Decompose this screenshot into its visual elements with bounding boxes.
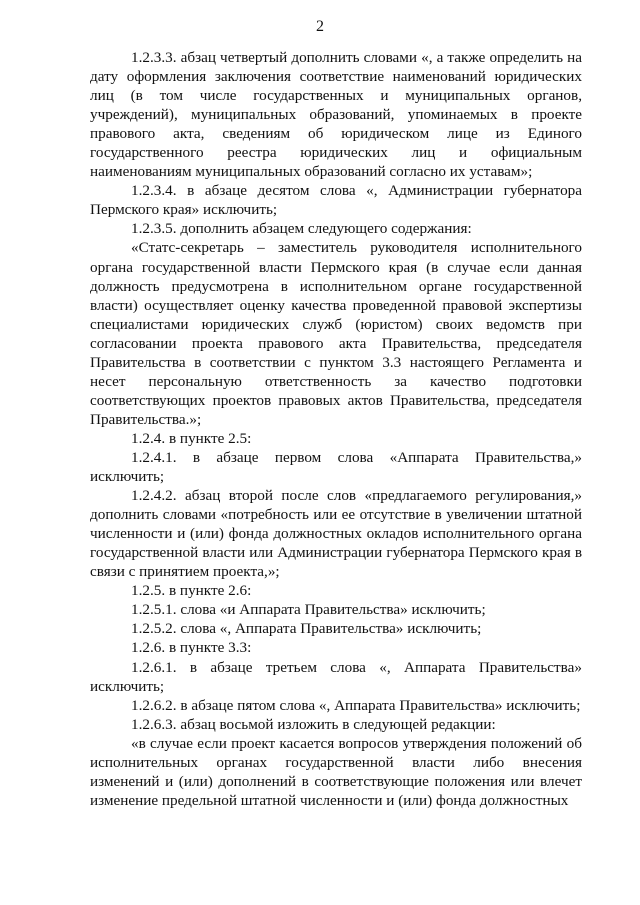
paragraph-1-2-5: 1.2.5. в пункте 2.6: [131, 582, 252, 600]
page-number: 2 [316, 18, 324, 35]
document-body [90, 48, 582, 810]
paragraph-1-2-3-5: 1.2.3.5. дополнить абзацем следующего содержания: [131, 220, 472, 238]
paragraph-1-2-6-3: 1.2.6.3. абзац восьмой изложить в следующей редакции: [131, 715, 496, 733]
paragraph-1-2-5-2: 1.2.5.2. слова «, Аппарата Правительства» исключить; [131, 620, 482, 638]
paragraph-1-2-4-2: 1.2.4.2. абзац второй после слов «предлагаемого регулирования,» дополнить словами «потребность или ее отсутствие в увеличении штатной численности и (или) фонда должностных окладов исполнительного органа государственной власти или Администрации губернатора Пермского края в связи с принятием проекта,»; [90, 487, 582, 581]
paragraph-1-2-6: 1.2.6. в пункте 3.3: [131, 639, 252, 657]
paragraph-1-2-6-1: 1.2.6.1. в абзаце третьем слова «, Аппарата Правительства» исключить; [90, 658, 582, 695]
paragraph-1-2-3-4: 1.2.3.4. в абзаце десятом слова «, Администрации губернатора Пермского края» исключить; [90, 182, 582, 219]
paragraph-1-2-5-1: 1.2.5.1. слова «и Аппарата Правительства» исключить; [131, 601, 486, 619]
paragraph-1-2-3-3: 1.2.3.3. абзац четвертый дополнить словами «, а также определить на дату оформления заключения соответствие наименований юридических лиц (в том числе государственных и муниципальных органов, учреждений), муниципальных образований, упоминаемых в проекте правового акта, сведениям об юридическом лице из Единого государственного реестра юридических лиц и официальным наименованиям муниципальных образований согласно их уставам»; [90, 49, 582, 181]
paragraph-1-2-6-2: 1.2.6.2. в абзаце пятом слова «, Аппарата Правительства» исключить; [131, 696, 581, 714]
paragraph-1-2-4-1: 1.2.4.1. в абзаце первом слова «Аппарата Правительства,» исключить; [90, 448, 582, 486]
paragraph-quoted-new-edition: «в случае если проект касается вопросов утверждения положений об исполнительных органах государственной власти либо внесения изменений и (или) дополнений в соответствующие положения или влечет изменение предельной штатной численности и (или) фонда должностных [90, 734, 582, 809]
paragraph-quoted-stats-secretary: «Статс-секретарь – заместитель руководителя исполнительного органа государственной власти Пермского края (в случае если данная должность предусмотрена в исполнительном органе государственной власти) осуществляет оценку качества проведенной правовой экспертизы специалистами юридических служб (юристом) своих ведомств при согласовании проекта правового акта Правительства, председателя Правительства в соответствии с пунктом 3.3 настоящего Регламента и несет персональную ответственность за качество подготовки соответствующих проектов правовых актов Правительства, председателя Правительства.»; [90, 239, 582, 428]
paragraph-1-2-4: 1.2.4. в пункте 2.5: [131, 429, 252, 447]
